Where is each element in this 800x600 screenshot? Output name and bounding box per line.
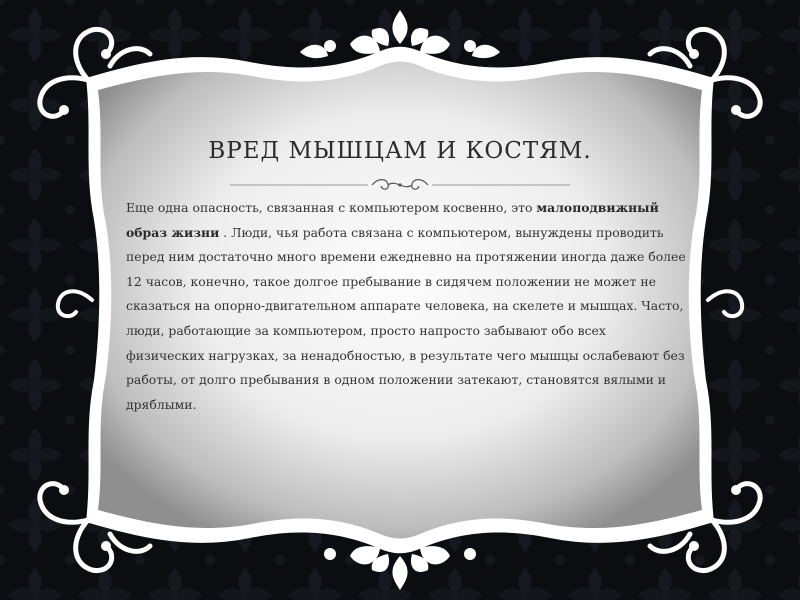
flourish-divider-icon	[230, 176, 570, 194]
slide-title: ВРЕД МЫШЦАМ И КОСТЯМ.	[208, 138, 592, 164]
body-text-intro: Еще одна опасность, связанная с компьютером косвенно, это	[126, 200, 537, 215]
body-paragraph	[126, 196, 686, 417]
emphasis-sedentary-lifestyle: малоподвижный образ жизни	[126, 200, 659, 240]
body-text-main: . Люди, чья работа связана с компьютером, вынуждены проводить перед ним достаточно много времени ежедневно на протяжении иногда даже более 12 часов, конечно, такое долгое пребывание в сидячем положении не может не сказаться на опорно-двигательном аппарате человека, на скелете и мышцах. Часто, люди, работающие за компьютером, просто напросто забывают обо всех физических нагрузках, за ненадобностью, в результате чего мышцы ослабевают без работы, от долго пребывания в одном положении затекают, становятся вялыми и дряблыми.	[126, 224, 686, 412]
